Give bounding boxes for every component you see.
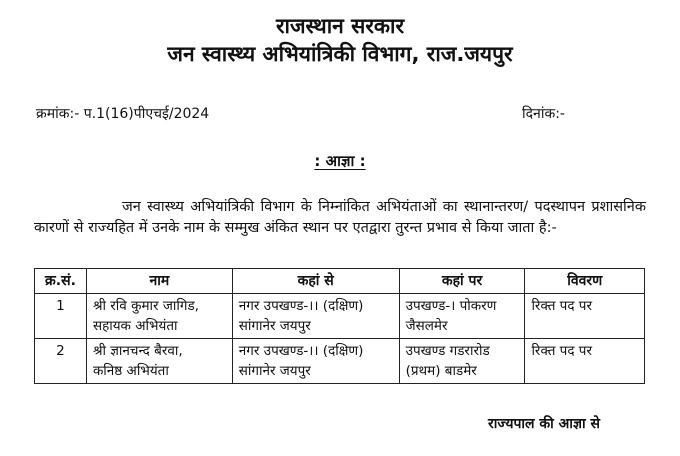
header-remark: विवरण (525, 269, 645, 294)
header-name: नाम (86, 269, 232, 294)
order-body-text: जन स्वास्थ्य अभियांत्रिकी विभाग के निम्नांकित अभियंताओं का स्थानान्तरण/ पदस्थापन प्रशासनिक कारणों से राज्यहित में उनके नाम के सम्मुख अंकित स्थान पर एतद्वारा तुरन्त प्रभाव से किया जाता है:- (34, 199, 646, 236)
header-from: कहां से (232, 269, 399, 294)
row-remark: रिक्त पद पर (525, 339, 645, 384)
row-name-line: श्री ज्ञानचन्द बैरवा, (92, 343, 183, 359)
row-remark: रिक्त पद पर (525, 294, 645, 339)
transfer-table (34, 268, 645, 384)
order-heading-text: : आज्ञा : (314, 152, 366, 170)
row-to-line: जैसलमेर (405, 318, 448, 334)
signature-line: राज्यपाल की आज्ञा से (488, 416, 600, 432)
row-from-line: नगर उपखण्ड-।। (दक्षिण) (238, 343, 364, 359)
table-row (35, 339, 645, 384)
row-serial: 1 (35, 294, 87, 339)
table-header-row (35, 269, 645, 294)
row-designation-line: कनिष्ठ अभियंता (92, 363, 169, 379)
row-to (399, 339, 525, 384)
row-name (86, 339, 232, 384)
row-serial: 2 (35, 339, 87, 384)
row-from-line: सांगानेर जयपुर (238, 318, 311, 334)
row-to-line: उपखण्ड गडरारोड (405, 343, 490, 359)
row-to-line: (प्रथम) बाडमेर (405, 363, 477, 379)
date-label: दिनांक:- (522, 106, 565, 122)
header-serial: क्र.सं. (35, 269, 87, 294)
table-row (35, 294, 645, 339)
row-to-line: उपखण्ड-। पोकरण (405, 298, 497, 314)
row-from-line: सांगानेर जयपुर (238, 363, 311, 379)
row-from-line: नगर उपखण्ड-।। (दक्षिण) (238, 298, 364, 314)
row-to (399, 294, 525, 339)
order-heading (0, 151, 680, 171)
row-from (232, 339, 399, 384)
government-title: राजस्थान सरकार (275, 14, 405, 38)
header-to: कहां पर (399, 269, 525, 294)
row-from (232, 294, 399, 339)
row-name (86, 294, 232, 339)
department-title: जन स्वास्थ्य अभियांत्रिकी विभाग, राज.जयपुर (167, 42, 513, 66)
row-designation-line: सहायक अभियंता (92, 318, 178, 334)
row-name-line: श्री रवि कुमार जागिड, (92, 298, 199, 314)
reference-number: क्रमांक:- प.1(16)पीएचई/2024 (36, 106, 210, 122)
